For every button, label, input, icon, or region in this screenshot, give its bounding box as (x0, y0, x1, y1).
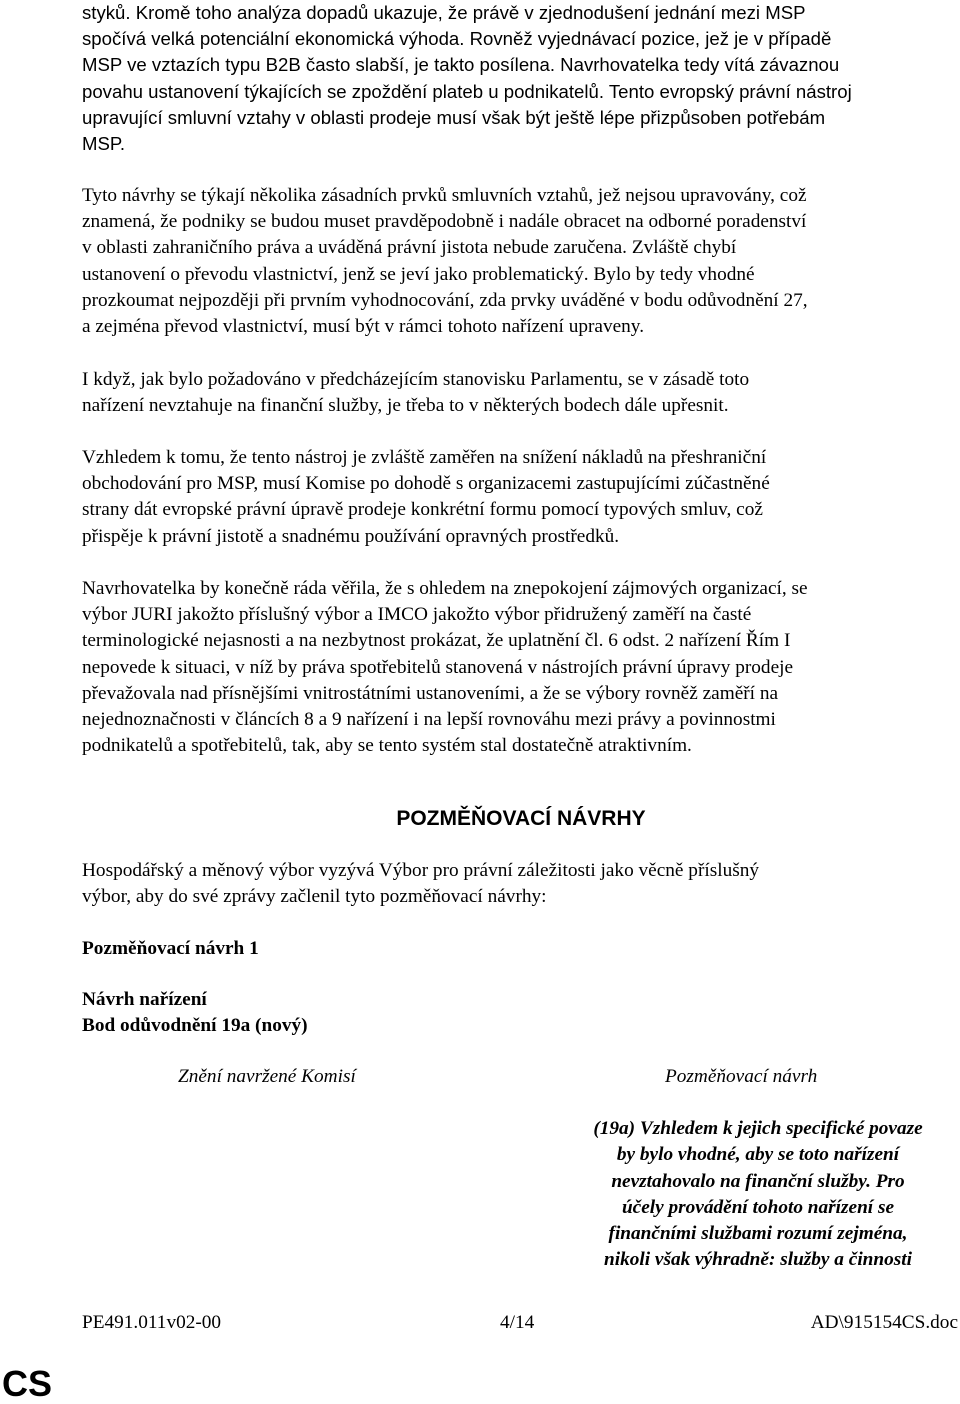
text-line: by bylo vhodné, aby se toto nařízení (616, 1144, 900, 1166)
text-line: finančními službami rozumí zejména, (608, 1223, 908, 1245)
text-line: Vzhledem k tomu, že tento nástroj je zvláště zaměřen na snížení nákladů na přeshraniční (82, 447, 767, 468)
footer-page-number: 4/14 (500, 1312, 535, 1333)
text-line: nejednoznačnosti v článcích 8 a 9 nařízení i na lepší rovnováhu mezi právy a povinnostmi (82, 709, 776, 731)
text-line: ustanovení o převodu vlastnictví, jenž se jeví jako problematický. Bylo by tedy vhodné (82, 263, 755, 285)
text-line: nevztahovalo na finanční služby. Pro (611, 1170, 905, 1192)
text-line: spočívá velká potenciální ekonomická výhoda. Rovněž vyjednávací pozice, jež je v případě (82, 28, 832, 50)
text-line: povahu ustanovení týkajících se zpoždění plateb u podnikatelů. Tento evropský právní nástroj (82, 80, 852, 102)
text-line: převažovala nad přísnějšími vnitrostátními ustanoveními, a že se výbory rovněž zaměří na (82, 682, 779, 704)
text-line: (19a) Vzhledem k jejich specifické povaze (593, 1118, 923, 1139)
text-line: upravující smluvní vztahy v oblasti prodeje musí však být ještě lépe přizpůsoben potřebám (82, 106, 826, 128)
text-line: podnikatelů a spotřebitelů, tak, aby se tento systém stal dostatečně atraktivním. (82, 735, 692, 757)
amendment-label: Pozměňovací návrh 1 (82, 938, 259, 959)
language-code: CS (2, 1363, 53, 1404)
amendment-text (548, 1116, 960, 1274)
text-line: znamená, že podniky se budou muset pravděpodobně i nadále obracet na odborné poradenství (82, 211, 807, 233)
text-line: styků. Kromě toho analýza dopadů ukazuje, že právě v zjednodušení jednání mezi MSP (82, 2, 806, 23)
text-line: I když, jak bylo požadováno v předcházejícím stanovisku Parlamentu, se v zásadě toto (82, 369, 750, 390)
paragraph-model-contracts (82, 445, 960, 550)
section-heading: POZMĚŇOVACÍ NÁVRHY (396, 807, 646, 830)
text-line: nařízení nevztahuje na finanční služby, je třeba to v některých bodech dále upřesnit. (82, 395, 729, 417)
paragraph-financial-services (82, 367, 960, 419)
text-line: prozkoumat nejpozději při prvním vyhodnocování, zda prvky uváděné v bodu odůvodnění 27, (82, 289, 808, 311)
paragraph-contract-elements (82, 183, 960, 340)
amendment-recital: Bod odůvodnění 19a (nový) (82, 1015, 308, 1036)
paragraph-msp-analysis (82, 0, 960, 157)
text-line: Tyto návrhy se týkají několika zásadních prvků smluvních vztahů, jež nejsou upravovány, což (82, 185, 807, 206)
amendment-source: Návrh nařízení (82, 989, 207, 1010)
paragraph-rapporteur-conclusion (82, 576, 960, 759)
text-line: účely provádění tohoto nařízení se (621, 1196, 895, 1218)
text-line: MSP. (82, 133, 126, 155)
text-line: v oblasti zahraničního práva a uváděná právní jistota nebude zaručena. Zvláště chybí (82, 237, 737, 259)
column-header-amendment: Pozměňovací návrh (665, 1066, 818, 1087)
text-line: strany dát evropské právní úpravě prodeje konkrétní formu pomocí typových smluv, což (82, 499, 763, 521)
footer-file-name: AD\915154CS.doc (810, 1312, 958, 1333)
text-line: a zejména převod vlastnictví, musí být v rámci tohoto nařízení upraveny. (82, 316, 645, 338)
text-line: terminologické nejasnosti a na nezbytnost prokázat, že uplatnění čl. 6 odst. 2 nařízení Řím I (82, 630, 791, 652)
footer-doc-ref: PE491.011v02-00 (82, 1312, 222, 1333)
text-line: výbor JURI jakožto příslušný výbor a IMCO jakožto výbor přidružený zaměří na časté (82, 604, 752, 626)
column-header-commission-text: Znění navržené Komisí (178, 1066, 356, 1087)
text-line: nikoli však výhradně: služby a činnosti (604, 1249, 912, 1271)
amendments-intro (82, 858, 960, 910)
text-line: přispěje k právní jistotě a snadnému používání opravných prostředků. (82, 525, 620, 547)
text-line: Navrhovatelka by konečně ráda věřila, že s ohledem na znepokojení zájmových organizací, se (82, 578, 808, 599)
text-line: obchodování pro MSP, musí Komise po dohodě s organizacemi zastupujícími zúčastněné (82, 473, 770, 495)
text-line: výbor, aby do své zprávy začlenil tyto pozměňovací návrhy: (82, 886, 547, 908)
text-line: Hospodářský a měnový výbor vyzývá Výbor pro právní záležitosti jako věcně příslušný (82, 860, 760, 881)
text-line: nepovede k situaci, v níž by práva spotřebitelů stanovená v nástrojích právní úpravy prodeje (82, 656, 794, 678)
text-line: MSP ve vztazích typu B2B často slabší, je takto posílena. Navrhovatelka tedy vítá závaznou (82, 54, 840, 76)
